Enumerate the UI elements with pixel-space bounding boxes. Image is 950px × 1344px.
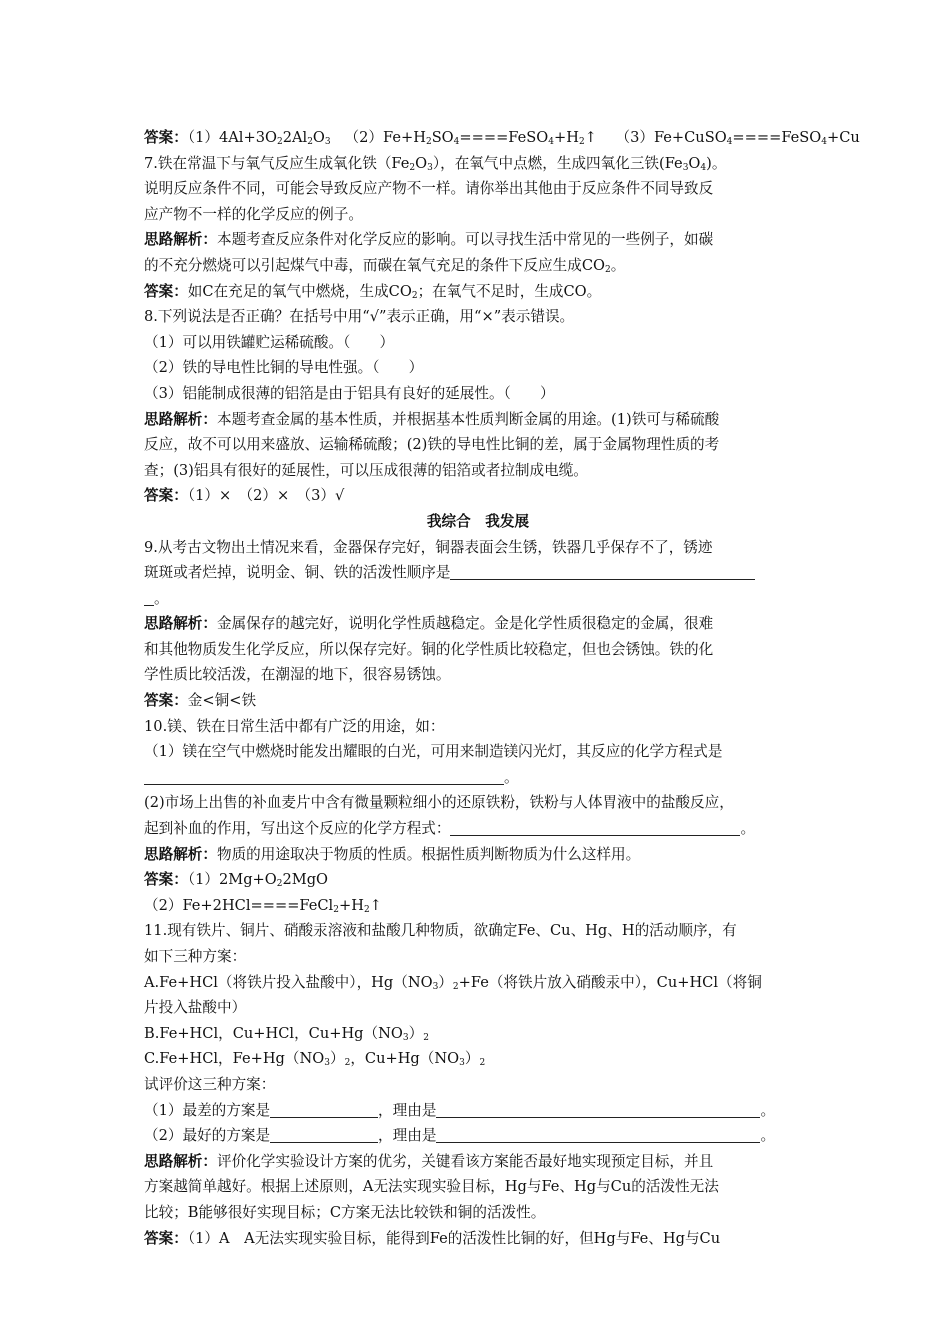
- q11-answer: 答案：（1）A A无法实现实验目标，能得到Fe的活泼性比铜的好，但Hg与Fe、Hg与Cu: [144, 1229, 721, 1247]
- q11-worst-plan-blank[interactable]: [270, 1101, 378, 1118]
- q9-line-2: 斑斑或者烂掉，说明金、铜、铁的活泼性顺序是: [144, 560, 812, 586]
- analysis-label: 思路解析：: [144, 1152, 217, 1170]
- q9-analysis-3: 学性质比较活泼，在潮湿的地下，很容易锈蚀。: [144, 666, 451, 684]
- q7-analysis-1: 思路解析：本题考查反应条件对化学反应的影响。可以寻找生活中常见的一些例子，如碳: [144, 231, 714, 249]
- section-title: 我综合 我发展: [426, 512, 530, 530]
- answer-label: 答案：: [144, 1229, 188, 1247]
- q8-analysis-3: 查；(3)铝具有很好的延展性，可以压成很薄的铝箔或者拉制成电缆。: [144, 461, 588, 479]
- q8-analysis-1: 思路解析：本题考查金属的基本性质，并根据基本性质判断金属的用途。(1)铁可与稀硫酸: [144, 410, 720, 428]
- q11-analysis-1: 思路解析：评价化学实验设计方案的优劣，关键看该方案能否最好地实现预定目标，并且: [144, 1152, 714, 1170]
- q11-analysis-2: 方案越简单越好。根据上述原则，A无法实现实验目标，Hg与Fe、Hg与Cu的活泼性无法: [144, 1178, 719, 1196]
- q11-option-a-2: 片投入盐酸中）: [144, 999, 247, 1017]
- q9-answer-blank-cont[interactable]: [144, 589, 154, 606]
- q7-answer: 答案：如C在充足的氧气中燃烧，生成$CO_2$；在氧气不足时，生成CO。: [144, 282, 602, 301]
- q11-line-3: 试评价这三种方案：: [144, 1075, 276, 1093]
- q8-answer: 答案：（1）× （2）× （3）√: [144, 487, 345, 505]
- analysis-label: 思路解析：: [144, 231, 217, 249]
- q11-best-reason-blank[interactable]: [436, 1126, 760, 1143]
- q10-blank-1[interactable]: [144, 768, 504, 785]
- q11-analysis-3: 比较；B能够很好实现目标；C方案无法比较铁和铜的活泼性。: [144, 1203, 546, 1221]
- answer-label: 答案：: [144, 129, 188, 146]
- q10-answer-1: 答案：$(1)2Mg+O_22MgO$: [144, 871, 329, 890]
- q8-line-1: 8.下列说法是否正确？在括号中用“√”表示正确，用“×”表示错误。: [144, 308, 575, 326]
- answer-label: 答案：: [144, 487, 188, 505]
- q10-line-4: (2)市场上出售的补血麦片中含有微量颗粒细小的还原铁粉，铁粉与人体胃液中的盐酸反应，: [144, 794, 734, 812]
- q6-answer: 答案：$(1)4Al+3O_22Al_2O_3$ $(2)Fe+H_2SO_4====FeSO_4+H_2↑$ （3）Fe+CuSO$_4$====FeSO$_4$+Cu: [144, 129, 860, 147]
- q11-best-plan-blank[interactable]: [270, 1126, 378, 1143]
- q7-line-1: 7.铁在常温下与氧气反应生成氧化铁$(Fe_2O_3)$，在氧气中点燃，生成四氧化三铁$(Fe_3O_4)$。: [144, 154, 727, 173]
- q10-answer-2: $(2)Fe+2HCl====FeCl_2+H_2↑$: [144, 896, 382, 915]
- q9-line-3: 。: [144, 586, 812, 612]
- q11-eval-1: （1）最差的方案是 ，理由是 。: [144, 1101, 776, 1119]
- answer-label: 答案：: [144, 692, 188, 710]
- q7-line-2: 说明反应条件不同，可能会导致反应产物不一样。请你举出其他由于反应条件不同导致反: [144, 180, 714, 198]
- q10-line-3: 。: [144, 765, 812, 791]
- answer-label: 答案：: [144, 282, 188, 300]
- analysis-label: 思路解析：: [144, 615, 217, 633]
- analysis-label: 思路解析：: [144, 845, 217, 863]
- q11-worst-reason-blank[interactable]: [436, 1101, 760, 1118]
- q9-line-1: 9.从考古文物出土情况来看，金器保存完好，铜器表面会生锈，铁器几乎保存不了，锈迹: [144, 538, 713, 556]
- q11-line-1: 11.现有铁片、铜片、硝酸汞溶液和盐酸几种物质，欲确定Fe、Cu、Hg、H的活动顺序，有: [144, 922, 737, 940]
- q10-line-5: 起到补血的作用，写出这个反应的化学方程式： 。: [144, 820, 756, 838]
- answer-label: 答案：: [144, 871, 188, 889]
- q10-blank-2[interactable]: [450, 819, 740, 836]
- q9-answer-blank[interactable]: [450, 563, 755, 580]
- q10-analysis: 思路解析：物质的用途取决于物质的性质。根据性质判断物质为什么这样用。: [144, 845, 641, 863]
- q11-option-c: C.Fe+HCl，$Fe+Hg(NO_3)_2$，$Cu+Hg(NO_3)_2$: [144, 1050, 486, 1069]
- q11-option-a-1: A.Fe+HCl（将铁片投入盐酸中），$Hg(NO_3)_2+Fe$（将铁片放入硝酸汞中），Cu+HCl（将铜: [144, 973, 762, 992]
- q8-analysis-2: 反应，故不可以用来盛放、运输稀硫酸；(2)铁的导电性比铜的差，属于金属物理性质的考: [144, 436, 720, 454]
- q10-line-2: （1）镁在空气中燃烧时能发出耀眼的白光，可用来制造镁闪光灯，其反应的化学方程式是: [144, 743, 723, 761]
- q9-analysis-1: 思路解析：金属保存的越完好，说明化学性质越稳定。金是化学性质很稳定的金属，很难: [144, 615, 714, 633]
- q8-item-3: （3）铝能制成很薄的铝箔是由于铝具有良好的延展性。（ ）: [144, 384, 555, 402]
- q10-line-1: 10.镁、铁在日常生活中都有广泛的用途，如：: [144, 717, 445, 735]
- q9-answer: 答案：金<铜<铁: [144, 692, 257, 710]
- q11-option-b: B.Fe+HCl，Cu+HCl，$Cu+Hg(NO_3)_2$: [144, 1024, 429, 1043]
- q9-analysis-2: 和其他物质发生化学反应，所以保存完好。铜的化学性质比较稳定，但也会锈蚀。铁的化: [144, 640, 714, 658]
- q8-item-1: （1）可以用铁罐贮运稀硫酸。（ ）: [144, 333, 395, 351]
- q7-line-3: 应产物不一样的化学反应的例子。: [144, 205, 363, 223]
- q7-analysis-2: 的不充分燃烧可以引起煤气中毒，而碳在氧气充足的条件下反应生成$CO_2$。: [144, 256, 626, 275]
- q11-eval-2: （2）最好的方案是 ，理由是 。: [144, 1127, 776, 1145]
- analysis-label: 思路解析：: [144, 410, 217, 428]
- q11-line-2: 如下三种方案：: [144, 948, 247, 965]
- q8-item-2: （2）铁的导电性比铜的导电性强。（ ）: [144, 359, 424, 377]
